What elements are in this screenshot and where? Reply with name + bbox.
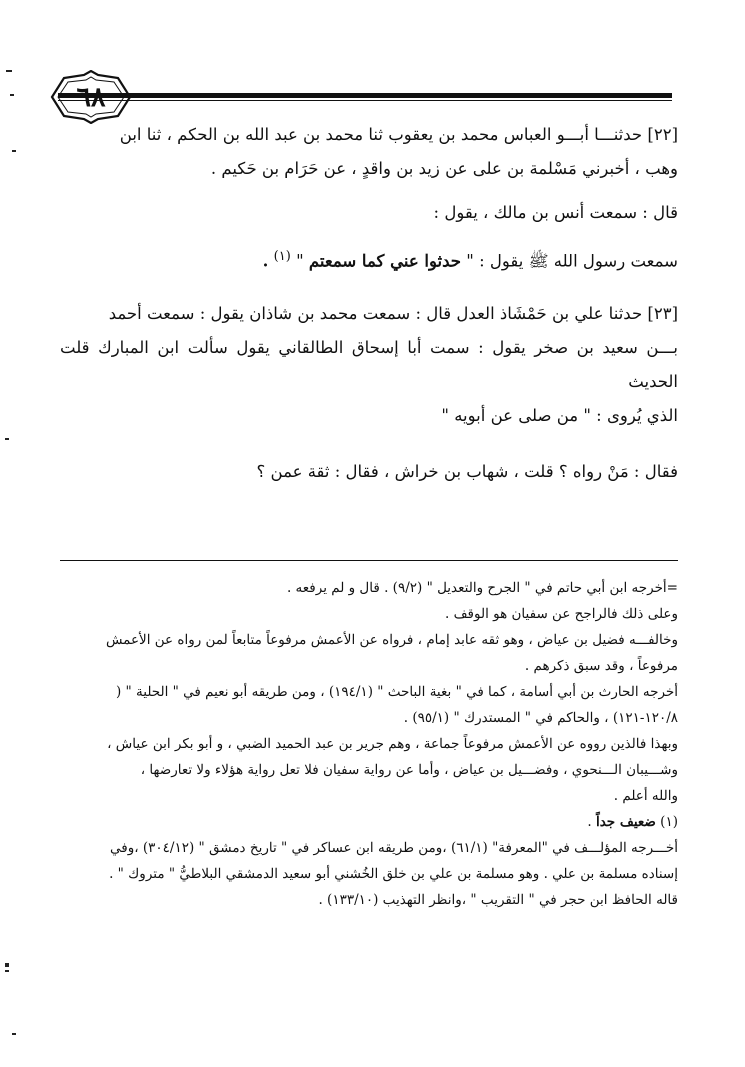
footnote-1-grade: ضعيف جداً bbox=[595, 814, 656, 830]
footnote-line: أخـــرجه المؤلـــف في "المعرفة" (٦١/١) ،ومن طريقه ابن عساكر في " تاريخ دمشق " (٣٠٤/١٢) ،وفي bbox=[110, 840, 678, 856]
hadith-22-close-quote: " bbox=[296, 251, 304, 271]
footnote-ref-1: (١) bbox=[273, 249, 291, 264]
scan-speck bbox=[12, 1033, 16, 1035]
scan-speck bbox=[6, 70, 12, 72]
footnote-line: وخالفـــه فضيل بن عياض ، وهو ثقه عابد إمام ، فرواه عن الأعمش مرفوعاً متابعاً لمن رواه عن الأعمش bbox=[105, 632, 678, 648]
scan-speck bbox=[12, 150, 16, 152]
footnote-1-period: . bbox=[587, 814, 592, 830]
hadith-22-period: . bbox=[262, 251, 269, 271]
footnotes bbox=[60, 575, 678, 913]
hadith-22-text bbox=[60, 240, 678, 279]
hadith-22-narration: قال : سمعت أنس بن مالك ، يقول : bbox=[433, 203, 678, 222]
footnote-1-number: (١) bbox=[660, 814, 678, 830]
scan-speck bbox=[5, 970, 9, 972]
scan-speck bbox=[5, 438, 9, 440]
footnote-1-heading bbox=[60, 809, 678, 835]
main-text bbox=[60, 118, 678, 489]
header-rule-thin bbox=[58, 100, 672, 101]
footnote-line: أخرجه الحارث بن أبي أسامة ، كما في " بغية الباحث " (١٩٤/١) ، ومن طريقه أبو نعيم في " الحلية " ( bbox=[115, 684, 678, 700]
hadith-22-line-1: [٢٢] حدثنـــا أبـــو العباس محمد بن يعقوب ثنا محمد بن عبد الله بن الحكم ، ثنا ابن bbox=[119, 125, 678, 144]
footnote-line: وعلى ذلك فالراجح عن سفيان هو الوقف . bbox=[444, 606, 678, 622]
footnote-line: وشـــيبان الـــنحوي ، وفضـــيل بن عياض ، وأما عن رواية سفيان فلا تعل رواية هؤلاء ولا تعارضها ، bbox=[140, 762, 678, 778]
hadith-22-prefix: سمعت رسول الله ﷺ يقول : " bbox=[466, 251, 678, 271]
hadith-23-line-1: [٢٣] حدثنا علي بن حَمْشَاذ العدل قال : سمعت محمد بن شاذان يقول : سمعت أحمد bbox=[108, 303, 678, 323]
footnote-line: وبهذا فالذين رووه عن الأعمش مرفوعاً جماعة ، وهم جرير بن عبد الحميد الضبي ، و أبو بكر ابن عياش ، bbox=[107, 736, 678, 752]
hadith-22-line-2: وهب ، أخبرني مَسْلمة بن على عن زيد بن واقدٍ ، عن حَرَام بن حَكيم . bbox=[210, 159, 678, 178]
scan-speck bbox=[10, 94, 14, 96]
hadith-22-matn: حدثوا عني كما سمعتم bbox=[308, 251, 461, 271]
page-number: ٦٨ bbox=[76, 81, 106, 113]
footnote-line: ١٢٠/٨-١٢١) ، والحاكم في " المستدرك " (٩٥/١) . bbox=[403, 710, 678, 726]
footnote-line: إسناده مسلمة بن علي . وهو مسلمة بن علي بن خلق الخُشني أبو سعيد الدمشقي البلاطيُّ " متروك " . bbox=[109, 866, 678, 882]
scan-speck bbox=[5, 963, 9, 967]
footnote-line: =أخرجه ابن أبي حاتم في " الجرح والتعديل " (٩/٢) . قال و لم يرفعه . bbox=[286, 580, 678, 596]
hadith-23-dialogue: فقال : مَنْ رواه ؟ قلت ، شهاب بن خراش ، فقال : ثقة عمن ؟ bbox=[256, 461, 678, 481]
header-rule bbox=[58, 93, 672, 98]
footnote-line: مرفوعاً ، وقد سبق ذكرهم . bbox=[524, 658, 678, 674]
hadith-23-line-2: بـــن سعيد بن صخر يقول : سمت أبا إسحاق الطالقاني يقول سألت ابن المبارك قلت الحديث bbox=[60, 337, 678, 391]
hadith-23-line-3: الذي يُروى : " من صلى عن أبويه " bbox=[441, 405, 678, 425]
footnote-separator bbox=[60, 560, 678, 561]
footnote-line: قاله الحافظ ابن حجر في " التقريب " ،وانظر التهذيب (١٣٣/١٠) . bbox=[318, 892, 678, 908]
footnote-line: والله أعلم . bbox=[613, 788, 678, 804]
